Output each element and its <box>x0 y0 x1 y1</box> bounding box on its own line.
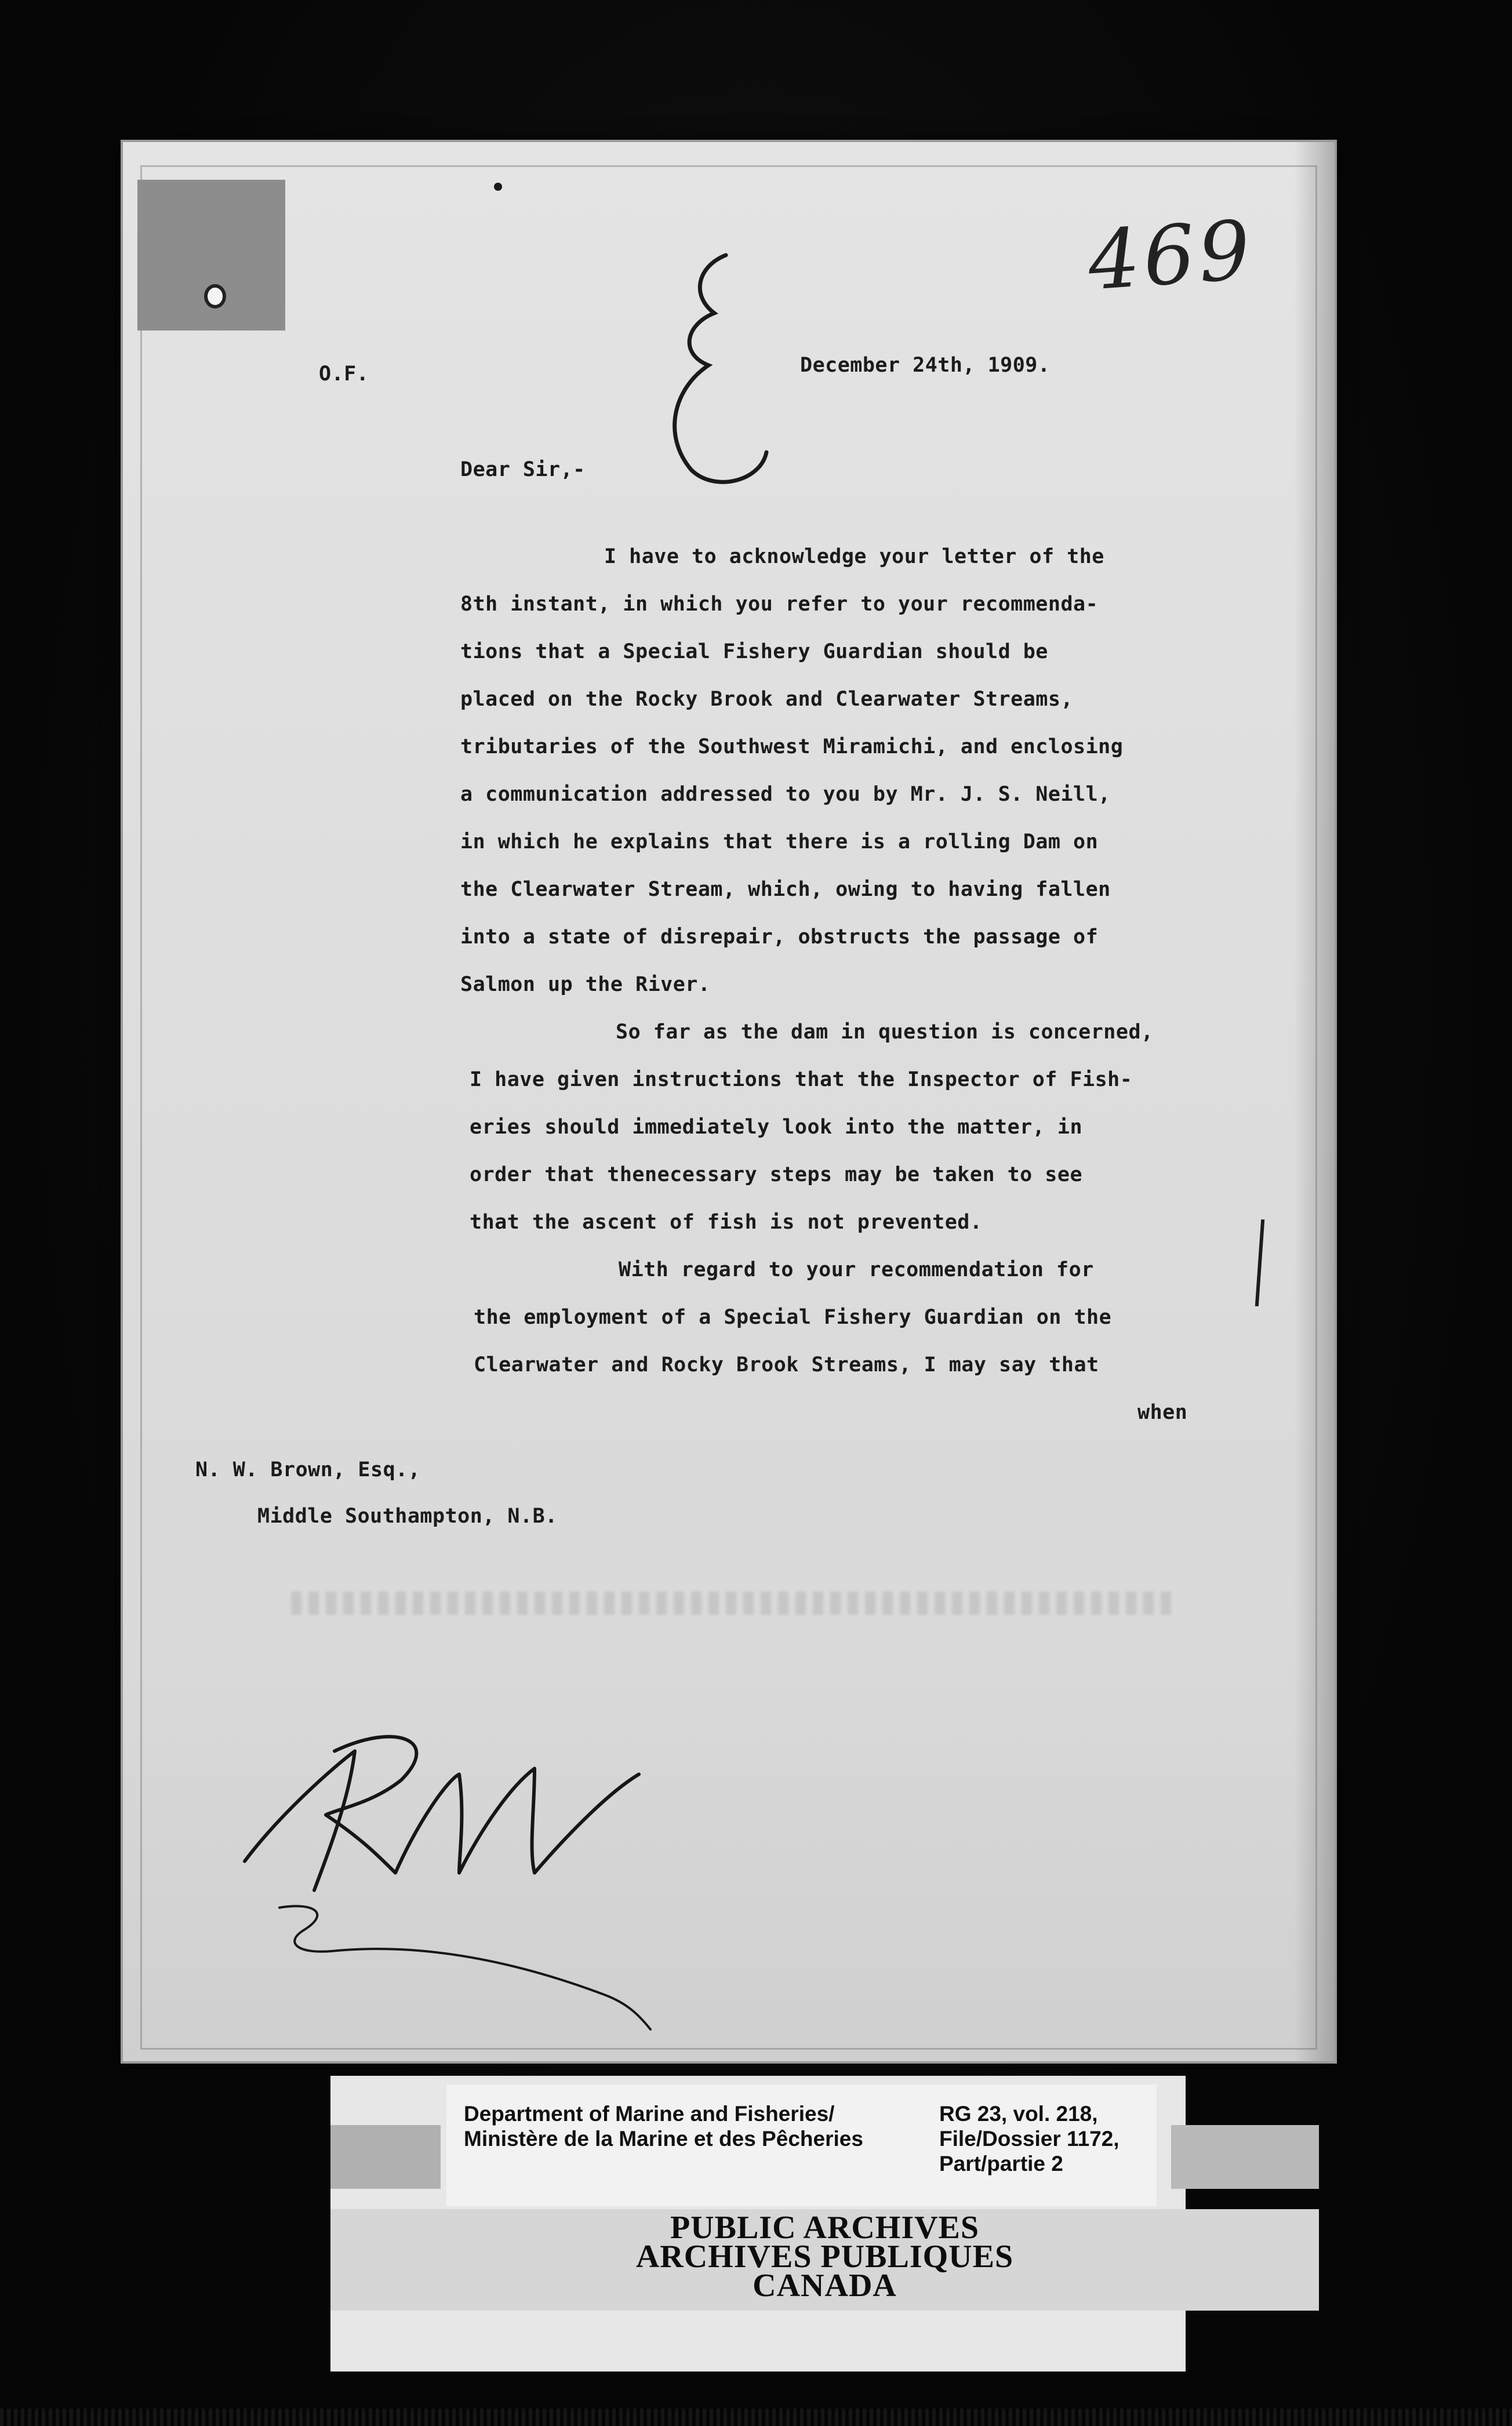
body-line: I have to acknowledge your letter of the <box>604 545 1104 568</box>
body-line: placed on the Rocky Brook and Clearwater Streams, <box>460 688 1074 711</box>
body-line: into a state of disrepair, obstructs the passage of <box>460 925 1099 949</box>
body-line: the employment of a Special Fishery Guardian on the <box>474 1306 1112 1329</box>
body-line: in which he explains that there is a rolling Dam on <box>460 830 1099 854</box>
body-line: eries should immediately look into the matter, in <box>470 1116 1083 1139</box>
body-line: Salmon up the River. <box>460 973 711 996</box>
letter-date: December 24th, 1909. <box>800 354 1051 377</box>
body-line: With regard to your recommendation for <box>619 1258 1094 1281</box>
reference-code: O.F. <box>319 362 369 386</box>
archives-title-english: PUBLIC ARCHIVES <box>670 2210 980 2246</box>
body-line: So far as the dam in question is concerned, <box>616 1020 1154 1044</box>
body-line: Clearwater and Rocky Brook Streams, I may say that <box>474 1353 1099 1377</box>
signature-initials <box>210 1682 743 2053</box>
body-line: that the ascent of fish is not prevented. <box>470 1211 983 1234</box>
letter-sheet <box>123 142 1335 2061</box>
addressee-name: N. W. Brown, Esq., <box>195 1458 421 1481</box>
part-number: Part/partie 2 <box>939 2152 1063 2176</box>
label-tab-left <box>330 2125 441 2189</box>
body-line: when <box>1137 1401 1188 1424</box>
punch-hole-patch <box>137 180 285 331</box>
body-line: a communication addressed to you by Mr. J. S. Neill, <box>460 783 1111 806</box>
folio-number: 469 <box>1085 203 1257 309</box>
department-english: Department of Marine and Fisheries/ <box>464 2102 835 2126</box>
bleed-through-text <box>291 1592 1172 1615</box>
body-line: I have given instructions that the Inspector of Fish- <box>470 1068 1133 1091</box>
body-line: tions that a Special Fishery Guardian should be <box>460 640 1048 663</box>
film-sprocket-edge <box>0 2409 1512 2426</box>
punch-hole <box>204 284 226 308</box>
archives-title-french: ARCHIVES PUBLIQUES <box>635 2239 1014 2275</box>
record-group: RG 23, vol. 218, <box>939 2102 1098 2126</box>
file-number: File/Dossier 1172, <box>939 2127 1120 2151</box>
body-line: the Clearwater Stream, which, owing to having fallen <box>460 878 1111 901</box>
handwritten-mark <box>627 244 801 522</box>
body-line: tributaries of the Southwest Miramichi, and enclosing <box>460 735 1124 758</box>
sheet-shadow <box>1294 142 1335 2061</box>
label-tab-right <box>1171 2125 1319 2189</box>
body-line: order that thenecessary steps may be taken to see <box>470 1163 1083 1186</box>
department-french: Ministère de la Marine et des Pêcheries <box>464 2127 863 2151</box>
body-line: 8th instant, in which you refer to your recommenda- <box>460 593 1099 616</box>
archives-country: CANADA <box>753 2268 897 2304</box>
salutation: Dear Sir,- <box>460 458 586 481</box>
ink-dot <box>494 183 502 191</box>
addressee-address: Middle Southampton, N.B. <box>257 1505 558 1528</box>
